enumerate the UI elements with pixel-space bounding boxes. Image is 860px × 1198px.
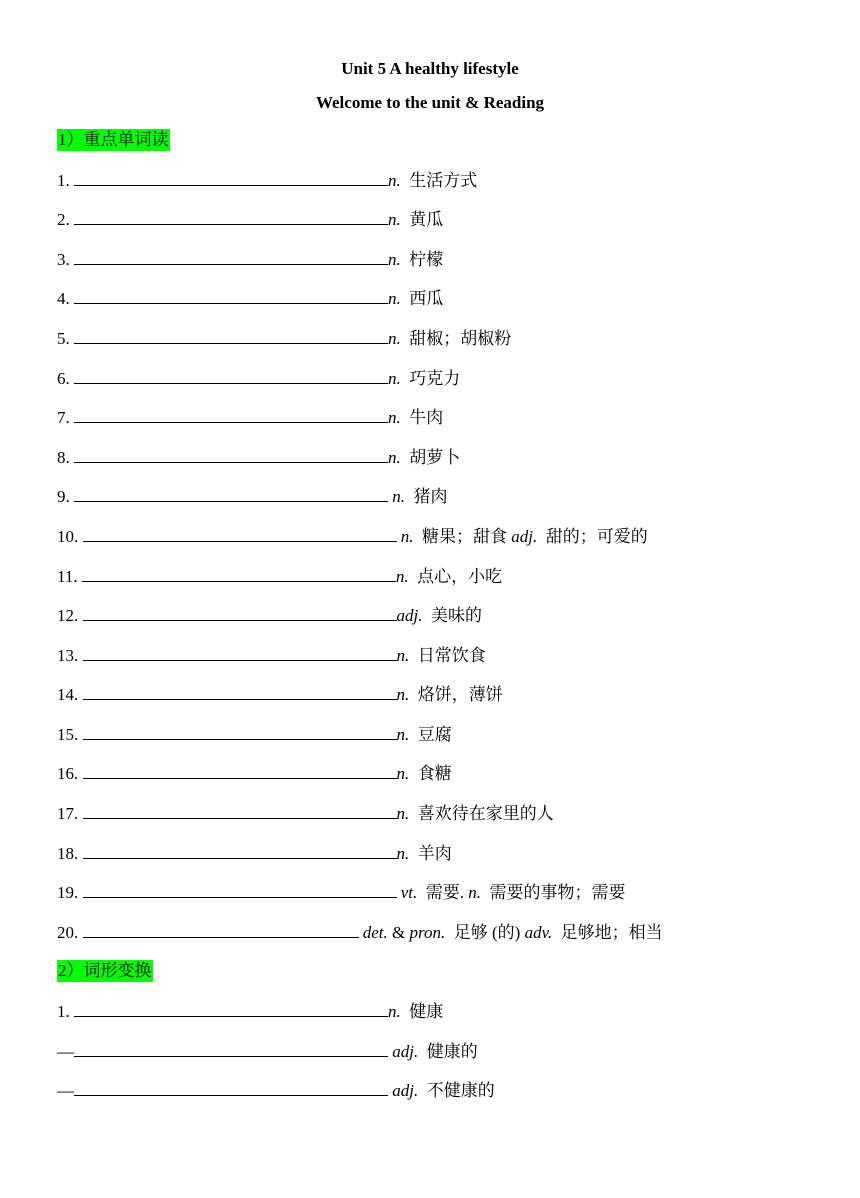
meaning: 生活方式 [409,171,478,190]
answer-blank[interactable] [74,168,388,186]
meaning-2: 需要的事物；需要 [489,883,626,902]
answer-blank[interactable] [74,445,388,463]
part-of-speech: n. [400,527,414,546]
part-of-speech: n. [388,289,401,308]
list-item [57,326,511,350]
item-number: 3. [57,250,70,269]
list-item [57,761,452,785]
part-of-speech: n. [388,369,401,388]
list-item [57,405,443,429]
list-item [57,920,663,944]
meaning: 西瓜 [409,289,444,308]
part-of-speech: det. [362,923,388,942]
item-number: 20. [57,923,79,942]
meaning: 喜欢待在家里的人 [417,804,554,823]
list-item [57,168,477,192]
part-of-speech: adj. [392,1042,419,1061]
answer-blank[interactable] [74,207,388,225]
answer-blank[interactable] [83,841,397,859]
item-number: 9. [57,487,70,506]
part-of-speech: n. [388,171,401,190]
list-item [57,603,482,627]
part-of-speech: n. [388,448,401,467]
answer-blank[interactable] [74,1039,388,1057]
answer-blank[interactable] [83,920,359,938]
meaning: 胡萝卜 [409,448,461,467]
list-item [57,207,443,231]
page-title: Unit 5 A healthy lifestyle [341,59,519,78]
meaning: 健康的 [426,1042,478,1061]
item-number: 1. [57,1002,70,1021]
answer-blank[interactable] [83,682,397,700]
answer-blank[interactable] [74,286,388,304]
part-of-speech: vt. [400,883,418,902]
answer-blank[interactable] [74,326,388,344]
item-number: 1. [57,171,70,190]
list-item [57,1078,495,1102]
meaning: 羊肉 [417,844,452,863]
answer-blank[interactable] [83,880,397,898]
part-of-speech: n. [396,646,410,665]
meaning: 点心，小吃 [417,567,503,586]
answer-blank[interactable] [74,484,388,502]
item-number: 16. [57,764,79,783]
part-of-speech: n. [388,210,401,229]
part-of-speech-2: adj. [511,527,538,546]
meaning: 牛肉 [409,408,444,427]
answer-blank[interactable] [83,801,397,819]
meaning: 柠檬 [409,250,444,269]
part-of-speech: n. [396,764,410,783]
part-of-speech: adj. [396,606,423,625]
part-of-speech: n. [395,567,409,586]
item-number: 5. [57,329,70,348]
meaning-2: 足够地；相当 [560,923,663,942]
item-number: 19. [57,883,79,902]
item-number: 13. [57,646,79,665]
item-number: 2. [57,210,70,229]
answer-blank[interactable] [83,722,397,740]
item-number: 11. [57,567,78,586]
section-heading-word-forms: 2）词形变换 [58,961,152,980]
list-item [57,564,502,588]
list-item [57,247,443,271]
item-number: 15. [57,725,79,744]
item-number: 6. [57,369,70,388]
answer-blank[interactable] [83,761,397,779]
answer-blank[interactable] [82,564,396,582]
list-item [57,841,452,865]
part-of-speech-1b: pron. [409,923,446,942]
list-item [57,801,554,825]
answer-blank[interactable] [74,366,388,384]
part-of-speech: n. [396,725,410,744]
part-of-speech: n. [396,685,410,704]
meaning: 足够 (的) [453,923,521,942]
list-item [57,1039,478,1063]
item-number: 18. [57,844,79,863]
meaning: 豆腐 [417,725,452,744]
part-of-speech: n. [388,1002,401,1021]
list-item [57,484,448,508]
meaning: 烙饼，薄饼 [417,685,503,704]
answer-blank[interactable] [74,405,388,423]
item-number: 17. [57,804,79,823]
meaning: 美味的 [430,606,482,625]
item-number: 8. [57,448,70,467]
part-of-speech: n. [388,250,401,269]
item-number: 12. [57,606,79,625]
answer-blank[interactable] [74,1078,388,1096]
page-subtitle: Welcome to the unit & Reading [315,93,545,112]
part-of-speech: n. [396,804,410,823]
list-item [57,366,460,390]
answer-blank[interactable] [83,643,397,661]
item-number: — [57,1042,74,1061]
item-number: 7. [57,408,70,427]
list-item [57,682,503,706]
part-of-speech: n. [388,408,401,427]
answer-blank[interactable] [74,999,388,1017]
section-heading-key-words: 1）重点单词读 [58,130,169,149]
meaning-2: 甜的；可爱的 [545,527,648,546]
meaning: 猪肉 [413,487,448,506]
item-number: 4. [57,289,70,308]
meaning: 食糖 [417,764,452,783]
answer-blank[interactable] [83,603,397,621]
part-of-speech-2: adv. [524,923,553,942]
answer-blank[interactable] [74,247,388,265]
list-item [57,445,460,469]
list-item [57,643,486,667]
meaning: 日常饮食 [417,646,486,665]
part-of-speech: n. [388,329,401,348]
part-of-speech: n. [396,844,410,863]
list-item [57,999,443,1023]
item-number: 10. [57,527,79,546]
meaning: 需要. [425,883,465,902]
meaning: 甜椒；胡椒粉 [409,329,512,348]
meaning: 糖果；甜食 [422,527,507,546]
answer-blank[interactable] [83,524,397,542]
item-number: 14. [57,685,79,704]
meaning: 黄瓜 [409,210,444,229]
part-of-speech: n. [392,487,405,506]
meaning: 不健康的 [426,1081,495,1100]
ampersand: & [392,923,406,942]
part-of-speech: adj. [392,1081,419,1100]
part-of-speech-2: n. [468,883,482,902]
list-item [57,880,626,904]
list-item [57,524,648,548]
meaning: 健康 [409,1002,444,1021]
list-item [57,722,452,746]
list-item [57,286,443,310]
meaning: 巧克力 [409,369,461,388]
item-number: — [57,1081,74,1100]
